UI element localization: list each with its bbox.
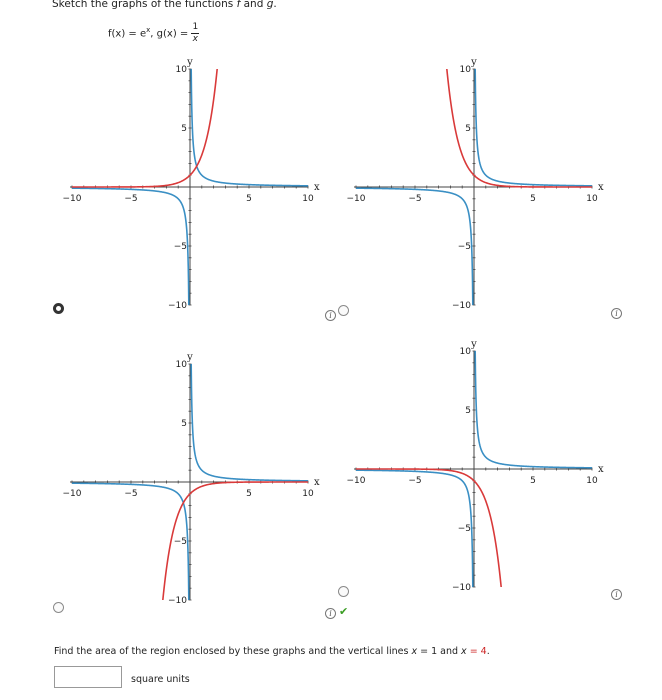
area-answer-input[interactable]	[54, 666, 122, 688]
radio-option-2[interactable]	[338, 305, 349, 316]
x-tick-label: 10	[586, 476, 598, 486]
y-tick-label: 5	[181, 419, 187, 429]
g-curve-right-branch	[475, 292, 592, 468]
g-curve-right-branch	[191, 10, 308, 186]
x-tick-label: −10	[346, 476, 366, 486]
y-axis-label: y	[471, 57, 477, 68]
x-axis-label: x	[314, 477, 320, 488]
x-tick-label: −5	[124, 194, 138, 204]
radio-option-3[interactable]	[53, 602, 64, 613]
y-tick-label: −5	[173, 537, 187, 547]
x-tick-label: 5	[530, 194, 536, 204]
x-tick-label: 10	[302, 489, 314, 499]
x-tick-label: −5	[408, 194, 422, 204]
area-question: Find the area of the region enclosed by these graphs and the vertical lines x = 1 and x = 4.	[54, 646, 490, 657]
y-axis-label: y	[187, 57, 193, 68]
graph-option-2	[346, 55, 612, 317]
y-tick-label: 10	[459, 65, 471, 75]
info-icon[interactable]: i	[325, 310, 336, 321]
x-axis-label: x	[598, 464, 604, 475]
radio-option-4[interactable]	[338, 586, 349, 597]
checkmark-icon: ✔	[339, 605, 349, 618]
x-tick-label: 5	[246, 489, 252, 499]
info-icon[interactable]: i	[611, 589, 622, 600]
g-curve-left-branch	[72, 188, 189, 364]
y-tick-label: 5	[181, 124, 187, 134]
y-tick-label: 5	[465, 124, 471, 134]
function-definitions: $f(x) = e^x$, g(x) = $\frac{1}{x}$	[108, 22, 199, 44]
x-tick-label: −5	[124, 489, 138, 499]
y-tick-label: 10	[175, 65, 187, 75]
x-tick-label: 5	[246, 194, 252, 204]
x-tick-label: 10	[586, 194, 598, 204]
y-axis-label: y	[187, 352, 193, 363]
x-tick-label: −10	[346, 194, 366, 204]
x-tick-label: 5	[530, 476, 536, 486]
y-tick-label: 10	[175, 360, 187, 370]
graph-option-1	[62, 55, 328, 317]
fraction: $\frac{1}{x}$	[192, 22, 199, 44]
y-tick-label: −10	[452, 301, 471, 311]
x-tick-label: −10	[62, 194, 82, 204]
g-curve-left-branch	[72, 483, 189, 659]
question-prompt: Sketch the graphs of the functions f and g.	[52, 0, 277, 10]
y-tick-label: −5	[457, 242, 471, 252]
g-curve-right-branch	[191, 305, 308, 481]
y-tick-label: 5	[465, 406, 471, 416]
x-tick-label: −10	[62, 489, 82, 499]
graph-option-4	[346, 337, 612, 599]
y-tick-label: 10	[459, 347, 471, 357]
y-tick-label: −10	[452, 583, 471, 593]
y-tick-label: −10	[168, 301, 187, 311]
y-axis-label: y	[471, 339, 477, 350]
x-tick-label: 10	[302, 194, 314, 204]
x-axis-label: x	[598, 182, 604, 193]
info-icon[interactable]: i	[611, 308, 622, 319]
graph-option-3	[62, 350, 328, 612]
y-tick-label: −10	[168, 596, 187, 606]
units-label: square units	[131, 674, 190, 685]
y-tick-label: −5	[457, 524, 471, 534]
info-icon[interactable]: i	[325, 608, 336, 619]
radio-option-1[interactable]	[53, 303, 64, 314]
y-tick-label: −5	[173, 242, 187, 252]
x-axis-label: x	[314, 182, 320, 193]
x-tick-label: −5	[408, 476, 422, 486]
g-curve-left-branch	[356, 470, 473, 646]
g-curve-right-branch	[475, 10, 592, 186]
